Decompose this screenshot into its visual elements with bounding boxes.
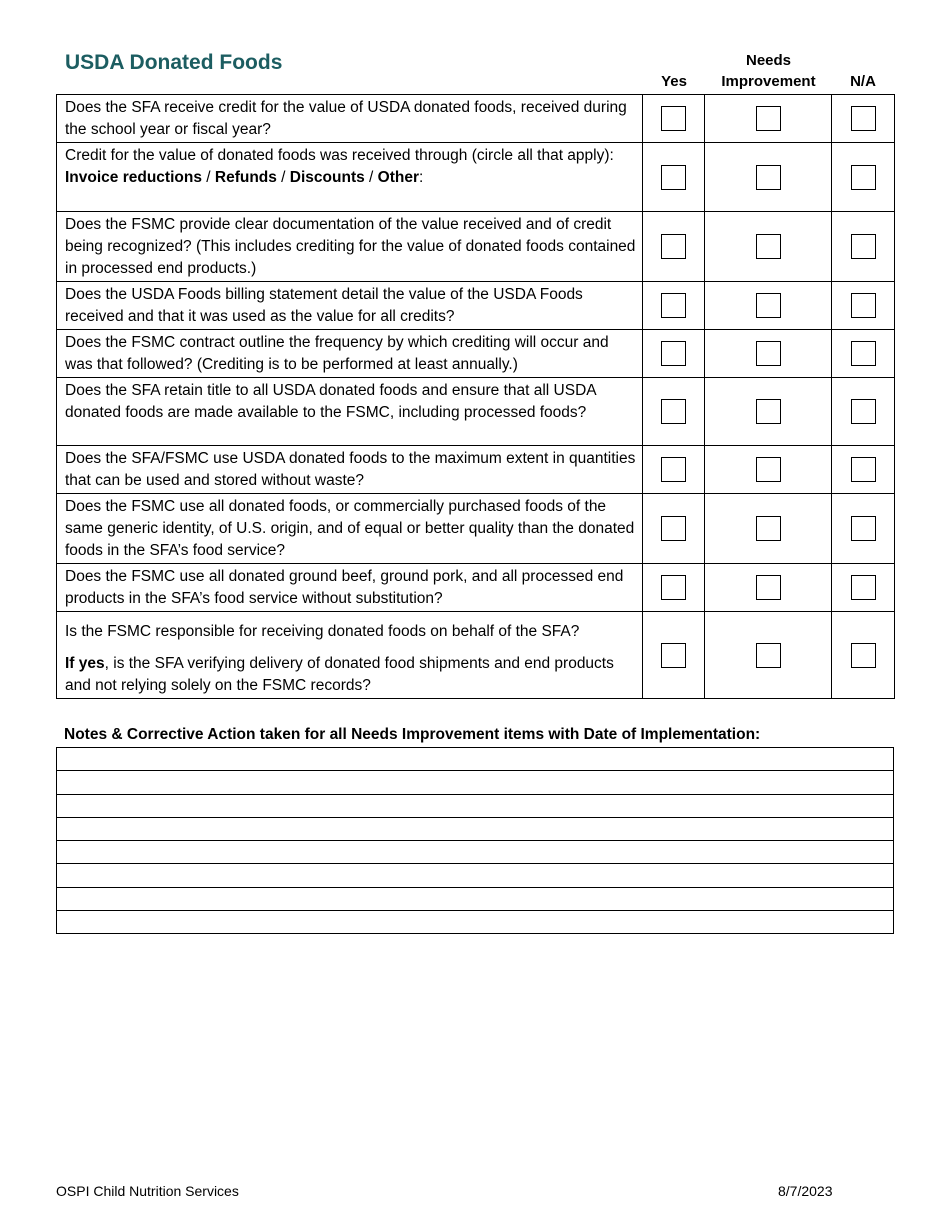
option-refunds: Refunds	[214, 169, 277, 186]
footer-org: OSPI Child Nutrition Services	[56, 1183, 239, 1199]
column-header-na: N/A	[850, 73, 876, 90]
question-text: Does the SFA/FSMC use USDA donated foods to the maximum extent in quantities that can be used and stored without waste?	[65, 450, 636, 489]
notes-line-field[interactable]	[57, 841, 894, 864]
question-cell	[57, 95, 643, 143]
notes-row	[57, 887, 894, 910]
checkbox-na[interactable]	[851, 399, 876, 424]
notes-row	[57, 794, 894, 817]
column-header-yes: Yes	[661, 73, 687, 90]
question-text: Does the FSMC contract outline the frequency by which crediting will occur and was that followed? (Crediting is to be performed at least annually.)	[65, 334, 609, 373]
question-text: Is the FSMC responsible for receiving donated foods on behalf of the SFA?	[65, 623, 580, 640]
checkbox-needs-improvement[interactable]	[756, 293, 781, 318]
checklist-table	[56, 94, 895, 699]
checkbox-na[interactable]	[851, 293, 876, 318]
option-separator: /	[276, 169, 290, 186]
notes-row	[57, 748, 894, 771]
notes-table	[56, 747, 894, 934]
checkbox-yes[interactable]	[661, 165, 686, 190]
option-separator: /	[364, 169, 378, 186]
table-row	[57, 446, 895, 494]
checkbox-needs-improvement[interactable]	[756, 106, 781, 131]
question-cell	[57, 494, 643, 564]
section-title: USDA Donated Foods	[65, 51, 283, 74]
table-row	[57, 212, 895, 282]
question-cell	[57, 446, 643, 494]
table-row	[57, 282, 895, 330]
question-text: Credit for the value of donated foods was received through (circle all that apply):	[65, 147, 614, 164]
question-text: Does the FSMC provide clear documentation of the value received and of credit being recognized? (This includes crediting for the value of donated foods contained in processed end products.)	[65, 216, 636, 277]
notes-row	[57, 864, 894, 887]
checkbox-yes[interactable]	[661, 293, 686, 318]
table-row	[57, 494, 895, 564]
checkbox-yes[interactable]	[661, 516, 686, 541]
option-discounts: Discounts	[289, 169, 365, 186]
notes-line-field[interactable]	[57, 771, 894, 794]
notes-line-field[interactable]	[57, 748, 894, 771]
checkbox-na[interactable]	[851, 165, 876, 190]
notes-row	[57, 841, 894, 864]
checkbox-na[interactable]	[851, 457, 876, 482]
question-text: Does the SFA retain title to all USDA donated foods and ensure that all USDA donated foods are made available to the FSMC, including processed foods?	[65, 382, 596, 421]
checkbox-yes[interactable]	[661, 457, 686, 482]
footer-date: 8/7/2023	[778, 1183, 833, 1199]
table-row	[57, 95, 895, 143]
option-suffix: :	[419, 169, 424, 186]
checkbox-yes[interactable]	[661, 341, 686, 366]
option-invoice-reductions: Invoice reductions	[65, 169, 202, 186]
checkbox-needs-improvement[interactable]	[756, 341, 781, 366]
notes-line-field[interactable]	[57, 864, 894, 887]
notes-line-field[interactable]	[57, 887, 894, 910]
notes-row	[57, 817, 894, 840]
checkbox-na[interactable]	[851, 341, 876, 366]
checkbox-needs-improvement[interactable]	[756, 575, 781, 600]
notes-label: Notes & Corrective Action taken for all Needs Improvement items with Date of Implementation:	[64, 726, 761, 743]
checkbox-yes[interactable]	[661, 234, 686, 259]
question-cell	[57, 282, 643, 330]
question-followup	[65, 653, 636, 697]
notes-line-field[interactable]	[57, 911, 894, 934]
checkbox-needs-improvement[interactable]	[756, 643, 781, 668]
followup-bold: If yes	[65, 655, 105, 672]
question-cell	[57, 212, 643, 282]
followup-text: , is the SFA verifying delivery of donated food shipments and end products and not relying solely on the FSMC records?	[65, 655, 614, 694]
table-row	[57, 378, 895, 446]
checkbox-na[interactable]	[851, 516, 876, 541]
table-row	[57, 612, 895, 699]
table-row	[57, 330, 895, 378]
checkbox-na[interactable]	[851, 234, 876, 259]
question-cell	[57, 330, 643, 378]
notes-row	[57, 771, 894, 794]
question-cell	[57, 378, 643, 446]
checkbox-na[interactable]	[851, 106, 876, 131]
question-cell	[57, 143, 643, 212]
question-text: Does the SFA receive credit for the value of USDA donated foods, received during the school year or fiscal year?	[65, 99, 627, 138]
checkbox-needs-improvement[interactable]	[756, 399, 781, 424]
checkbox-needs-improvement[interactable]	[756, 165, 781, 190]
checkbox-yes[interactable]	[661, 399, 686, 424]
line-gap	[65, 643, 636, 653]
option-other: Other	[377, 169, 419, 186]
checkbox-needs-improvement[interactable]	[756, 516, 781, 541]
column-header-needs-improvement: Needs Improvement	[721, 52, 816, 90]
question-cell	[57, 564, 643, 612]
question-cell	[57, 612, 643, 699]
checkbox-needs-improvement[interactable]	[756, 234, 781, 259]
checkbox-yes[interactable]	[661, 575, 686, 600]
credit-options	[65, 167, 636, 189]
question-text: Does the FSMC use all donated foods, or commercially purchased foods of the same generic identity, of U.S. origin, and of equal or better quality than the donated foods in the SFA’s food service?	[65, 498, 635, 559]
checklist-header	[57, 48, 894, 94]
checkbox-na[interactable]	[851, 575, 876, 600]
notes-row	[57, 911, 894, 934]
checkbox-yes[interactable]	[661, 106, 686, 131]
table-row	[57, 564, 895, 612]
checkbox-needs-improvement[interactable]	[756, 457, 781, 482]
option-separator: /	[201, 169, 215, 186]
notes-line-field[interactable]	[57, 794, 894, 817]
table-row	[57, 143, 895, 212]
notes-line-field[interactable]	[57, 817, 894, 840]
question-text: Does the FSMC use all donated ground beef, ground pork, and all processed end products in the SFA’s food service without substitution?	[65, 568, 624, 607]
checkbox-yes[interactable]	[661, 643, 686, 668]
checkbox-na[interactable]	[851, 643, 876, 668]
question-text: Does the USDA Foods billing statement detail the value of the USDA Foods received and that it was used as the value for all credits?	[65, 286, 583, 325]
